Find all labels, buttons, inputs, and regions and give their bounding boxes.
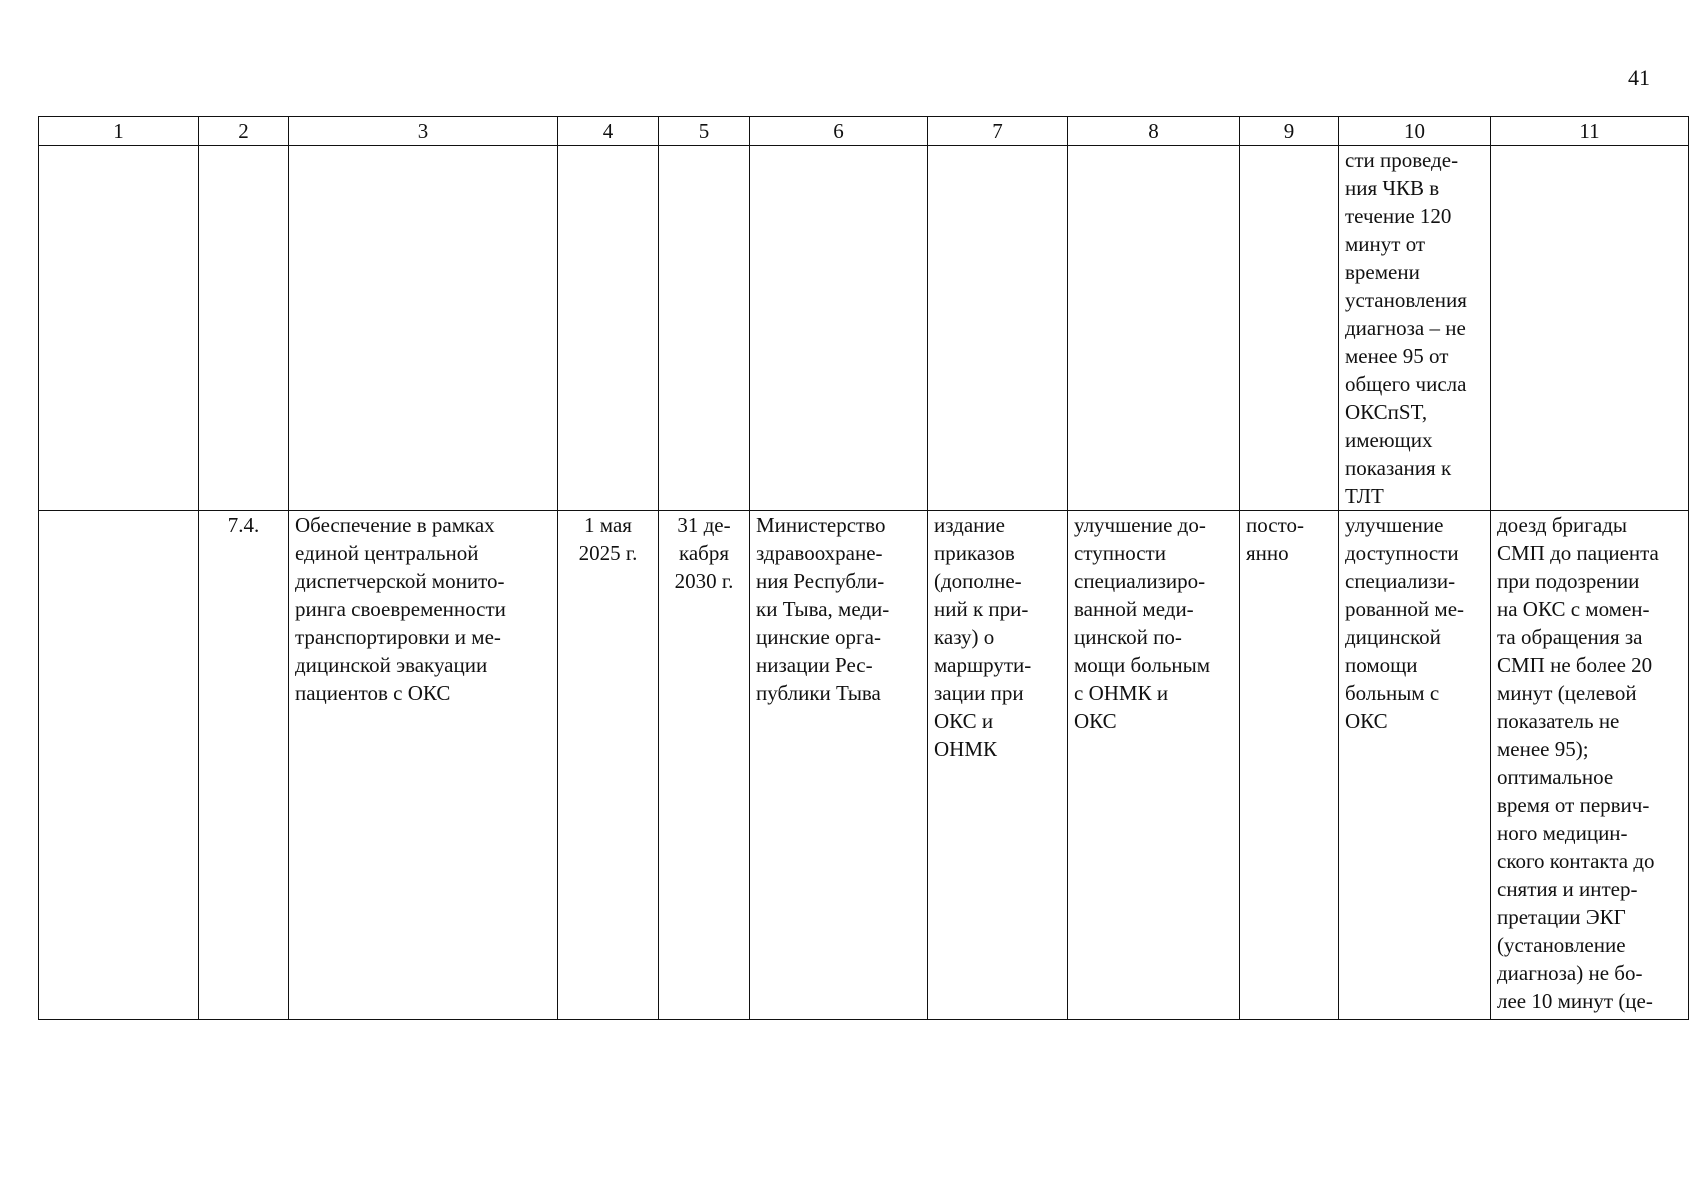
cell-text-line: ОКС [1074,709,1117,733]
cell-text-line: ки Тыва, меди- [756,597,890,621]
cell-text-line: цинской по- [1074,625,1182,649]
cell-text-line: ния ЧКВ в [1345,176,1440,200]
cell-text-line: диагноза – не [1345,316,1466,340]
frequency-cell [1240,511,1339,1020]
cell-text-line: низации Рес- [756,653,873,677]
cell-text-line: ОКС [1345,709,1388,733]
cell-text-line: маршрути- [934,653,1032,677]
cell-text-line: зации при [934,681,1024,705]
cell-text-line: диагноза) не бо- [1497,961,1643,985]
cell-text-line: мощи больным [1074,653,1211,677]
cell-text-line: улучшение до- [1074,513,1206,537]
cell-text-line: пациентов с ОКС [295,681,451,705]
start-date-cell [558,511,659,1020]
cell-text-line: показатель не [1497,709,1620,733]
table-row [39,146,1689,511]
cell-text-line: Обеспечение в рамках [295,513,495,537]
column-number: 5 [659,117,750,146]
cell-text-line: ТЛТ [1345,484,1384,508]
column-number: 6 [750,117,928,146]
cell-text-line: при подозрении [1497,569,1640,593]
column-number: 10 [1339,117,1491,146]
table-cell [558,146,659,511]
responsible-cell [750,511,928,1020]
cell-text-line: имеющих [1345,428,1433,452]
cell-text-line: Министерство [756,513,886,537]
table-cell [39,511,199,1020]
cell-text-line: времени [1345,260,1420,284]
cell-text-line: издание [934,513,1005,537]
cell-text-line: менее 95 от [1345,344,1449,368]
cell-text-line: лее 10 минут (це- [1497,989,1653,1013]
result-cell [1068,511,1240,1020]
cell-text-line: цинские орга- [756,625,881,649]
cell-text-line: общего числа [1345,372,1467,396]
cell-text-line: СМП не более 20 [1497,653,1653,677]
column-number: 8 [1068,117,1240,146]
cell-text-line: дицинской эвакуации [295,653,488,677]
cell-text-line: (дополне- [934,569,1022,593]
cell-text-line: помощи [1345,653,1418,677]
cell-text-line: претации ЭКГ [1497,905,1626,929]
cell-text-line: сти проведе- [1345,148,1459,172]
table-cell [1491,146,1689,511]
result-type-cell [928,511,1068,1020]
cell-text-line: больным с [1345,681,1440,705]
cell-text-line: рованной ме- [1345,597,1465,621]
cell-text-line: ОНМК [934,737,998,761]
cell-text-line: 1 мая [584,513,632,537]
cell-text-line: ступности [1074,541,1166,565]
cell-text-line: единой центральной [295,541,479,565]
cell-text-line: 31 де- [677,513,731,537]
cell-text-line: доступности [1345,541,1459,565]
cell-text-line: та обращения за [1497,625,1643,649]
cell-text-line: 2030 г. [674,569,734,593]
table-cell [199,146,289,511]
cell-text-line: ринга своевременности [295,597,506,621]
cell-text-line: менее 95); [1497,737,1589,761]
table-cell [659,146,750,511]
cell-text-line: ОКС и [934,709,994,733]
column-number: 2 [199,117,289,146]
measure-name-cell [289,511,558,1020]
cell-text-line: ского контакта до [1497,849,1655,873]
cell-text-line: посто- [1246,513,1304,537]
cell-text-line: снятия и интер- [1497,877,1638,901]
cell-text-line: показания к [1345,456,1452,480]
target-indicator-cell [1491,511,1689,1020]
cell-text-line: специализи- [1345,569,1456,593]
measures-table [38,116,1689,1020]
cell-text-line: приказов [934,541,1015,565]
cell-text-line: ОКСпST, [1345,400,1428,424]
table-row [39,511,1689,1020]
indicator-cell-continued [1339,146,1491,511]
column-number: 11 [1491,117,1689,146]
cell-text-line: здравоохране- [756,541,883,565]
cell-text-line: установления [1345,288,1467,312]
table-cell [1240,146,1339,511]
table-cell [750,146,928,511]
cell-text-line: ния Республи- [756,569,885,593]
cell-text-line: улучшение [1345,513,1444,537]
cell-text-line: минут от [1345,232,1426,256]
column-number: 1 [39,117,199,146]
indicator-cell [1339,511,1491,1020]
cell-text-line: ванной меди- [1074,597,1194,621]
column-number: 4 [558,117,659,146]
cell-text-line: минут (целевой [1497,681,1637,705]
end-date-cell [659,511,750,1020]
cell-text-line: 2025 г. [578,541,638,565]
column-number: 3 [289,117,558,146]
table-cell [928,146,1068,511]
cell-text-line: доезд бригады [1497,513,1628,537]
cell-text-line: оптимальное [1497,765,1614,789]
cell-text-line: диспетчерской монито- [295,569,505,593]
cell-text-line: на ОКС с момен- [1497,597,1650,621]
cell-text-line: СМП до пациента [1497,541,1659,565]
column-number-row [39,117,1689,146]
cell-text-line: ний к при- [934,597,1029,621]
page-number: 41 [1628,65,1650,90]
cell-text-line: казу) о [934,625,995,649]
cell-text-line: (установление [1497,933,1626,957]
cell-text-line: течение 120 [1345,204,1452,228]
item-number-cell: 7.4. [199,511,289,1020]
table-cell [289,146,558,511]
cell-text-line: с ОНМК и [1074,681,1169,705]
column-number: 7 [928,117,1068,146]
cell-text-line: ного медицин- [1497,821,1628,845]
cell-text-line: публики Тыва [756,681,881,705]
column-number: 9 [1240,117,1339,146]
cell-text-line: янно [1246,541,1289,565]
table-cell [39,146,199,511]
cell-text-line: транспортировки и ме- [295,625,501,649]
table-cell [1068,146,1240,511]
cell-text-line: время от первич- [1497,793,1650,817]
cell-text-line: дицинской [1345,625,1441,649]
cell-text-line: специализиро- [1074,569,1206,593]
cell-text-line: кабря [678,541,730,565]
